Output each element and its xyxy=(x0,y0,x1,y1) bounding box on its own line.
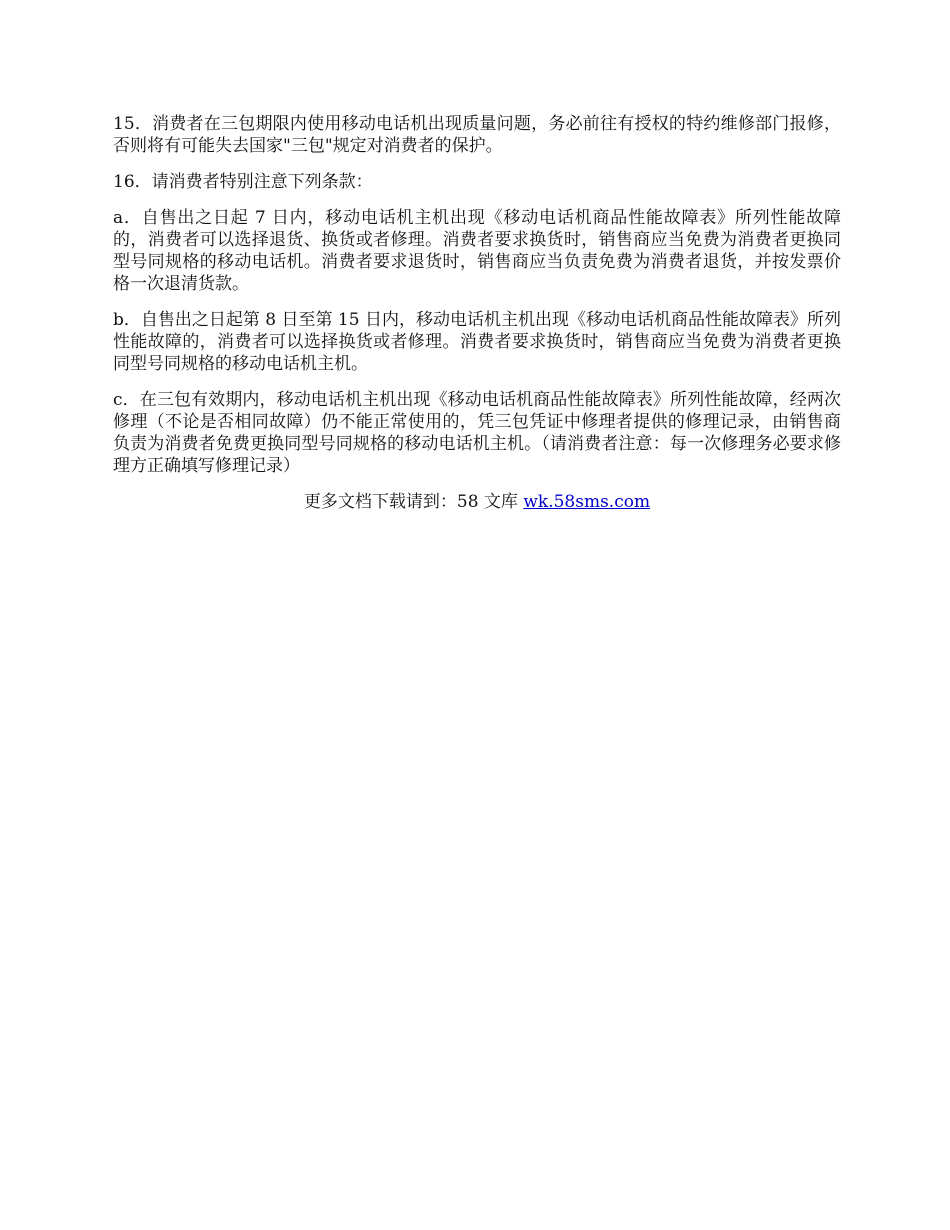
clause-c: c．在三包有效期内，移动电话机主机出现《移动电话机商品性能故障表》所列性能故障，经两次修理（不论是否相同故障）仍不能正常使用的，凭三包凭证中修理者提供的修理记录，由销售商负责为消费者免费更换同型号同规格的移动电话机主机。（请消费者注意：每一次修理务必要求修理方正确填写修理记录） xyxy=(113,390,841,476)
clause-b: b．自售出之日起第 8 日至第 15 日内，移动电话机主机出现《移动电话机商品性能故障表》所列性能故障的，消费者可以选择换货或者修理。消费者要求换货时，销售商应当免费为消费者更换同型号同规格的移动电话机主机。 xyxy=(113,310,841,374)
footer-link[interactable]: wk.58sms.com xyxy=(523,492,651,512)
footer-text: 更多文档下载请到：58 文库 xyxy=(303,492,524,512)
paragraph-15: 15．消费者在三包期限内使用移动电话机出现质量问题，务必前往有授权的特约维修部门报修，否则将有可能失去国家"三包"规定对消费者的保护。 xyxy=(113,114,841,156)
paragraph-16: 16．请消费者特别注意下列条款： xyxy=(113,172,373,192)
document-page xyxy=(113,113,841,513)
footer xyxy=(113,491,841,513)
clause-a: a．自售出之日起 7 日内，移动电话机主机出现《移动电话机商品性能故障表》所列性能故障的，消费者可以选择退货、换货或者修理。消费者要求换货时，销售商应当免费为消费者更换同型号同规格的移动电话机。消费者要求退货时，销售商应当负责免费为消费者退货，并按发票价格一次退清货款。 xyxy=(113,208,841,294)
